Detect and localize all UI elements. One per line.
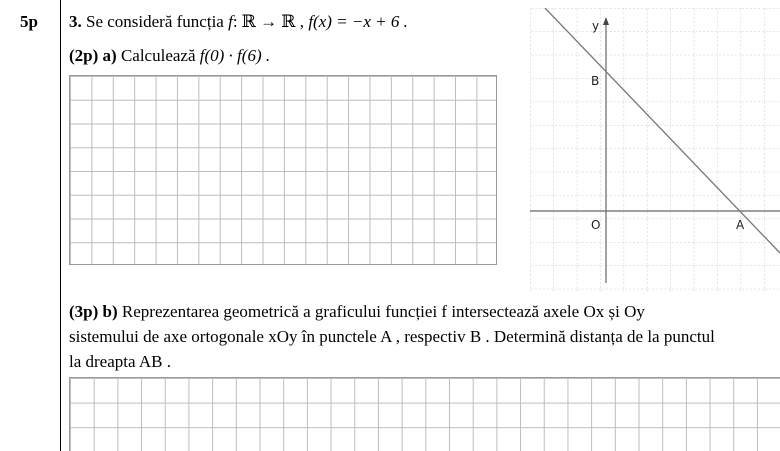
part-a-letter: a): [102, 46, 117, 65]
function-definition: f(x) = −x + 6 .: [308, 12, 408, 31]
problem-statement: [69, 12, 408, 32]
point-a-label: A: [736, 218, 745, 232]
part-a-text: Calculează: [120, 46, 196, 65]
answer-grid-a[interactable]: [69, 75, 497, 265]
function-graph: [530, 8, 780, 293]
part-b-text-1: Reprezentarea geometrică a graficului funcției f intersectează axele Ox și Oy: [121, 302, 645, 321]
part-b-score: (3p): [69, 302, 99, 321]
function-domain: : ℝ → ℝ ,: [232, 12, 305, 31]
points-label: 5p: [20, 12, 38, 31]
y-axis-label: y: [592, 19, 600, 33]
point-b-label: B: [591, 74, 600, 88]
part-a-expression: f(0) · f(6) .: [199, 46, 271, 65]
function-name: f: [228, 12, 233, 31]
part-b-text-3: la dreapta AB .: [69, 352, 171, 371]
part-b-line3: [69, 352, 171, 372]
answer-grid-b[interactable]: [69, 377, 780, 451]
graph-grid: [530, 8, 780, 293]
part-a-statement: [69, 46, 270, 66]
problem-number: 3.: [69, 12, 82, 31]
part-b-line2: [69, 327, 715, 347]
problem-intro: Se consideră funcția: [86, 12, 224, 31]
part-b-line1: [69, 302, 645, 322]
part-a-score: (2p): [69, 46, 99, 65]
part-b-text-2: sistemului de axe ortogonale xOy în punctele A , respectiv B . Determină distanța de la punctul: [69, 327, 715, 346]
origin-label: O: [591, 218, 601, 232]
part-b-letter: b): [102, 302, 118, 321]
points-column: [0, 0, 61, 451]
